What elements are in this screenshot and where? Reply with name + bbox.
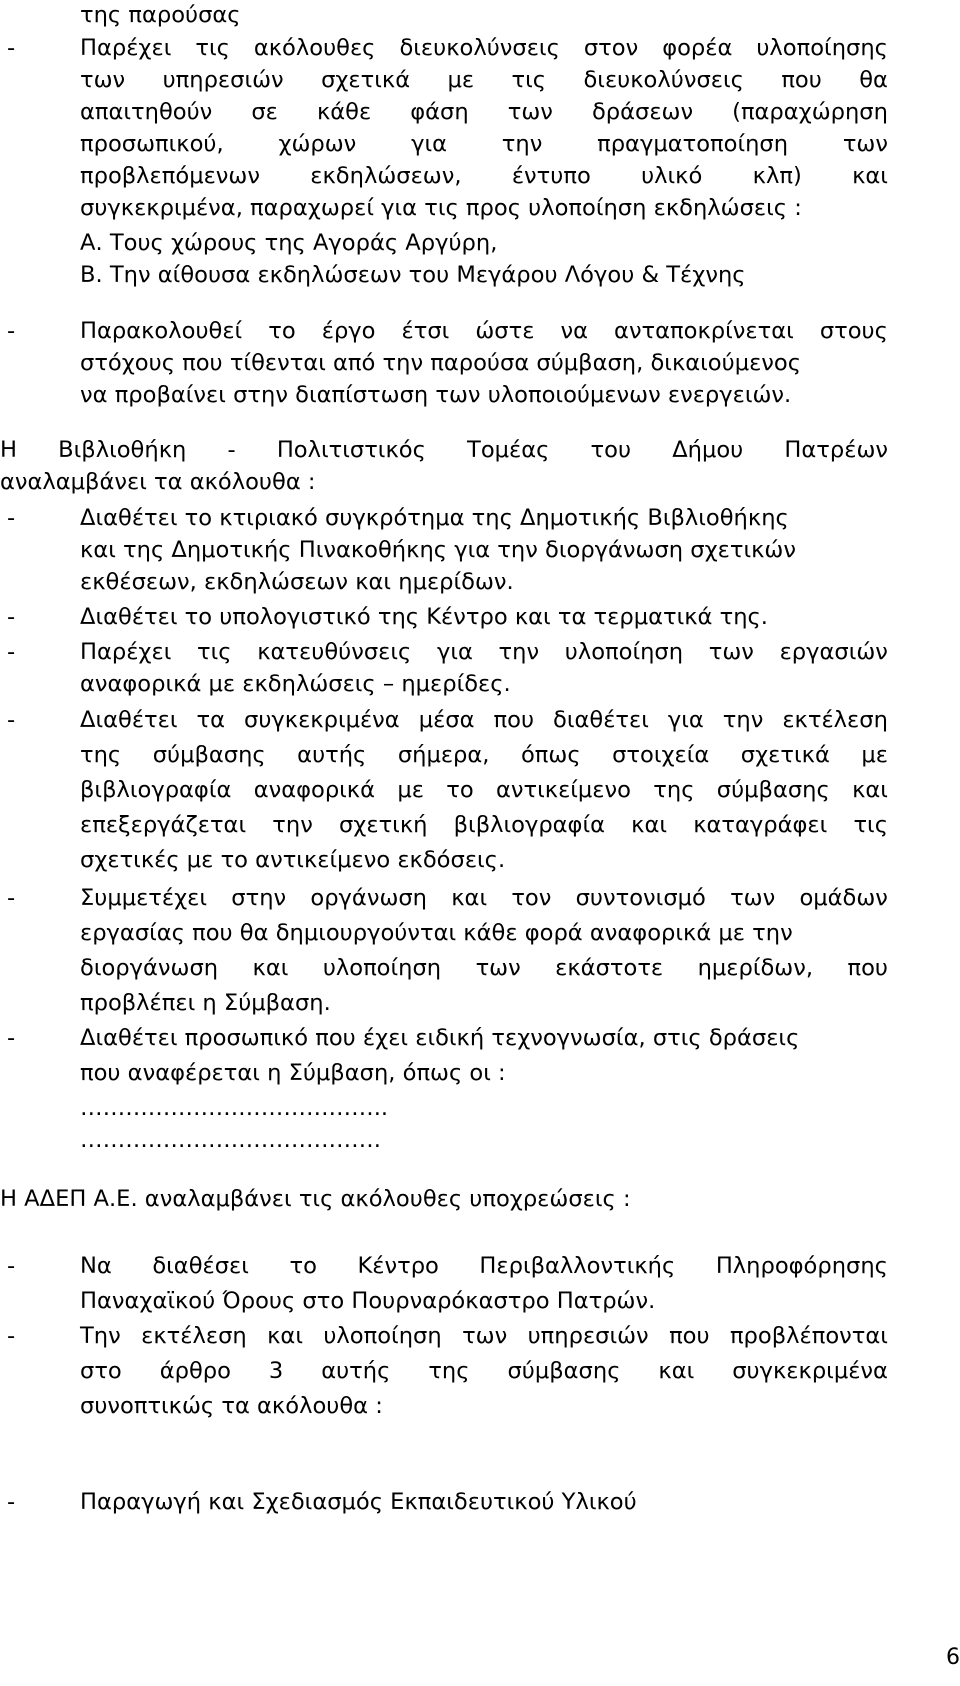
word: έτσι [401, 318, 450, 344]
word: την [272, 812, 313, 838]
word: σήμερα, [397, 742, 490, 768]
word: υλοποίηση [323, 1323, 442, 1349]
word: στην [231, 885, 287, 911]
text-line [80, 739, 888, 771]
word: βιβλιογραφία [80, 777, 232, 803]
word: για [411, 131, 447, 157]
word: Η [0, 437, 17, 463]
word: Τομέας [467, 437, 550, 463]
word: την [722, 707, 764, 733]
word: ακόλουθες [253, 35, 376, 61]
word: και [658, 1358, 695, 1384]
text-line [80, 774, 888, 806]
word: Περιβαλλοντικής [479, 1253, 676, 1279]
text-line: εκθέσεων, εκδηλώσεων και ημερίδων. [80, 569, 514, 595]
word: της [653, 777, 695, 803]
word: με [397, 777, 424, 803]
word: εκάστοτε [555, 955, 664, 981]
word: κατευθύνσεις [257, 639, 412, 665]
text-line: αναφορικά με εκδηλώσεις – ημερίδες. [80, 671, 511, 697]
word: με [861, 742, 888, 768]
word: στο [80, 1358, 122, 1384]
word: υλοποίησης [756, 35, 888, 61]
word: Πληροφόρησης [715, 1253, 888, 1279]
word: αναφορικά [253, 777, 376, 803]
word: υλοποίηση [322, 955, 442, 981]
word: στον [583, 35, 639, 61]
text-line: που αναφέρεται η Σύμβαση, όπως οι : [80, 1060, 506, 1086]
text-line: εργασίας που θα δημιουργούνται κάθε φορά αναφορικά με την [80, 920, 793, 946]
word: βιβλιογραφία [453, 812, 605, 838]
word: εργασιών [779, 639, 888, 665]
word: διαθέτει [553, 707, 649, 733]
word: διευκολύνσεις [583, 67, 744, 93]
word: για [436, 639, 473, 665]
text-line: συγκεκριμένα, παραχωρεί για τις προς υλοποίηση εκδηλώσεις : [80, 195, 802, 221]
word: και [267, 1323, 303, 1349]
word: αυτής [321, 1358, 391, 1384]
word: τα [196, 707, 225, 733]
word: στους [819, 318, 888, 344]
word: εκτέλεση [782, 707, 888, 733]
text-line: στόχους που τίθενται από την παρούσα σύμβαση, δικαιούμενος [80, 350, 801, 376]
word: διοργάνωση [80, 955, 219, 981]
word: έργο [321, 318, 376, 344]
word: των [80, 67, 126, 93]
word: οργάνωση [310, 885, 427, 911]
word: Δήμου [672, 437, 744, 463]
text-line [80, 636, 888, 668]
text-line [80, 809, 888, 841]
word: - [227, 437, 236, 463]
word: αυτής [297, 742, 367, 768]
word: καταγράφει [693, 812, 828, 838]
word: της [80, 742, 122, 768]
page-number: 6 [946, 1645, 960, 1670]
list-dash: - [7, 885, 16, 911]
word: του [590, 437, 632, 463]
text-line: της παρούσας [80, 2, 241, 28]
word: διαθέσει [152, 1253, 249, 1279]
list-dash: - [7, 505, 16, 531]
list-dash: - [7, 1323, 16, 1349]
text-line: και της Δημοτικής Πινακοθήκης για την διοργάνωση σχετικών [80, 537, 796, 563]
word: κάθε [316, 99, 372, 125]
text-line [80, 96, 888, 128]
word: σύμβασης [507, 1358, 621, 1384]
text-line: σχετικές με το αντικείμενο εκδόσεις. [80, 847, 506, 873]
word: δράσεων [591, 99, 694, 125]
word: Πατρέων [784, 437, 888, 463]
text-line: Διαθέτει το υπολογιστικό της Κέντρο και τα τερματικά της. [80, 604, 768, 630]
word: που [847, 955, 888, 981]
word: να [560, 318, 588, 344]
word: μέσα [418, 707, 475, 733]
word: τις [511, 67, 547, 93]
word: έντυπο [511, 163, 591, 189]
word: Την [80, 1323, 121, 1349]
list-dash: - [7, 1489, 16, 1515]
word: ημερίδων, [697, 955, 814, 981]
word: το [289, 1253, 317, 1279]
word: σχετικά [740, 742, 830, 768]
text-line [80, 32, 888, 64]
word: διευκολύνσεις [399, 35, 560, 61]
word: των [708, 639, 754, 665]
word: χώρων [278, 131, 357, 157]
text-line: Παραγωγή και Σχεδιασμός Εκπαιδευτικού Υλικού [80, 1489, 637, 1515]
text-line: να προβαίνει στην διαπίστωση των υλοποιούμενων ενεργειών. [80, 382, 792, 408]
word: υπηρεσιών [162, 67, 284, 93]
word: κλπ) [752, 163, 802, 189]
word: προσωπικού, [80, 131, 224, 157]
word: Παρακολουθεί [80, 318, 243, 344]
word: την [498, 639, 540, 665]
word: τις [197, 639, 232, 665]
text-line [80, 952, 888, 984]
list-dash: - [7, 1253, 16, 1279]
word: στοιχεία [612, 742, 710, 768]
list-dash: - [7, 604, 16, 630]
section-intro: αναλαμβάνει τα ακόλουθα : [0, 469, 316, 495]
word: των [730, 885, 776, 911]
word: ανταποκρίνεται [614, 318, 794, 344]
text-line [80, 1355, 888, 1387]
blank-fill-line: ………………………………….. [80, 1095, 389, 1121]
word: τον [511, 885, 552, 911]
word: και [852, 163, 888, 189]
word: απαιτηθούν [80, 99, 213, 125]
word: Παρέχει [80, 35, 172, 61]
word: ομάδων [799, 885, 888, 911]
word: των [462, 1323, 508, 1349]
text-line [80, 1250, 888, 1282]
list-dash: - [7, 1025, 16, 1051]
word: (παραχώρηση [732, 99, 888, 125]
list-dash: - [7, 639, 16, 665]
word: τις [195, 35, 230, 61]
word: που [669, 1323, 710, 1349]
word: της [428, 1358, 470, 1384]
text-line [80, 64, 888, 96]
word: επεξεργάζεται [80, 812, 247, 838]
word: τις [853, 812, 888, 838]
word: πραγματοποίηση [597, 131, 789, 157]
list-dash: - [7, 318, 16, 344]
word: αντικείμενο [496, 777, 631, 803]
text-line: Α. Τους χώρους της Αγοράς Αργύρη, [80, 230, 498, 256]
word: σύμβασης [152, 742, 266, 768]
word: και [852, 777, 888, 803]
text-line [80, 1320, 888, 1352]
text-line: Διαθέτει το κτιριακό συγκρότημα της Δημοτικής Βιβλιοθήκης [80, 505, 789, 531]
word: συγκεκριμένα [244, 707, 400, 733]
text-line [80, 882, 888, 914]
word: την [501, 131, 543, 157]
word: θα [859, 67, 888, 93]
text-line: προβλέπει η Σύμβαση. [80, 990, 331, 1016]
section-intro: Η ΑΔΕΠ Α.Ε. αναλαμβάνει τις ακόλουθες υποχρεώσεις : [0, 1186, 631, 1212]
word: εκτέλεση [141, 1323, 247, 1349]
word: Πολιτιστικός [276, 437, 426, 463]
text-line: Διαθέτει προσωπικό που έχει ειδική τεχνογνωσία, στις δράσεις [80, 1025, 800, 1051]
word: 3 [268, 1358, 284, 1384]
word: των [507, 99, 553, 125]
word: των [475, 955, 521, 981]
word: και [631, 812, 668, 838]
word: υλικό [641, 163, 703, 189]
word: σε [251, 99, 278, 125]
text-line [80, 160, 888, 192]
word: το [446, 777, 474, 803]
word: σχετικά [321, 67, 411, 93]
word: με [447, 67, 475, 93]
text-line: Β. Την αίθουσα εκδηλώσεων του Μεγάρου Λόγου & Τέχνης [80, 262, 746, 288]
word: συντονισμό [575, 885, 706, 911]
word: προβλεπόμενων [80, 163, 260, 189]
text-line: συνοπτικώς τα ακόλουθα : [80, 1393, 383, 1419]
text-line [80, 704, 888, 736]
word: ώστε [475, 318, 535, 344]
word: Βιβλιοθήκη [58, 437, 187, 463]
word: και [451, 885, 488, 911]
word: Διαθέτει [80, 707, 178, 733]
text-line [80, 315, 888, 347]
word: Παρέχει [80, 639, 172, 665]
text-line: Παναχαϊκού Όρους στο Πουρναρόκαστρο Πατρών. [80, 1288, 656, 1314]
text-line [80, 128, 888, 160]
word: συγκεκριμένα [732, 1358, 888, 1384]
word: προβλέπονται [729, 1323, 888, 1349]
word: που [493, 707, 535, 733]
word: εκδηλώσεων, [310, 163, 462, 189]
list-dash: - [7, 35, 16, 61]
word: και [252, 955, 289, 981]
word: υλοποίηση [564, 639, 684, 665]
word: που [781, 67, 822, 93]
word: των [842, 131, 888, 157]
word: φάση [410, 99, 469, 125]
word: σύμβασης [716, 777, 830, 803]
word: το [268, 318, 296, 344]
word: Συμμετέχει [80, 885, 208, 911]
word: όπως [520, 742, 581, 768]
word: για [667, 707, 704, 733]
blank-fill-line: …………………………………. [80, 1127, 381, 1153]
word: φορέα [662, 35, 733, 61]
section-intro [0, 434, 888, 466]
word: σχετική [338, 812, 428, 838]
word: Κέντρο [357, 1253, 439, 1279]
word: Να [80, 1253, 112, 1279]
list-dash: - [7, 707, 16, 733]
word: άρθρο [159, 1358, 231, 1384]
word: υπηρεσιών [527, 1323, 649, 1349]
